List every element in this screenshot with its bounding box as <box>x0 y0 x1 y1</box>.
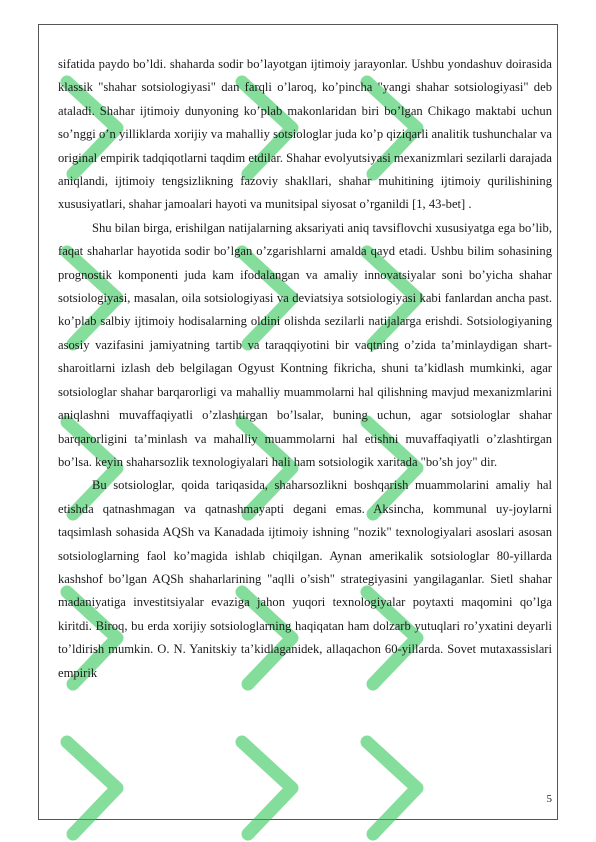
document-body <box>58 53 552 685</box>
paragraph-1: sifatida paydo bo’ldi. shaharda sodir bo’layotgan ijtimoiy jarayonlar. Ushbu yondashuv doirasida klassik "shahar sotsiologiyasi" dan farqli o’laroq, ko’pincha "yangi shahar sotsiologiyasi" deb ataladi. Shahar ijtimoiy dunyoning ko’plab makonlaridan biri bo’lgan Chikago maktabi uchun so’nggi o’n yilliklarda xorijiy va mahalliy sotsiologlar juda ko’p qiziqarli analitik tushunchalar va original empirik tadqiqotlarni taqdim etdilar. Shahar evolyutsiyasi mexanizmlari sezilarli darajada aniqlandi, ijtimoiy tengsizlikning fazoviy shakllari, shahar muhitining ijtimoiy qurilishining xususiyatlari, shahar jamoalari hayoti va munitsipal siyosat o’rganildi [1, 43-bet] . <box>58 57 552 212</box>
paragraph-2: Shu bilan birga, erishilgan natijalarning aksariyati aniq tavsiflovchi xususiyatga ega bo’lib, faqat shaharlar hayotida sodir bo’lgan o’zgarishlarni amalda qayd etadi. Ushbu bilim sohasining prognostik komponenti juda kam ifodalangan va amaliy innovatsiyalar soni bo’yicha shahar sotsiologiyasi, masalan, oila sotsiologiyasi va deviatsiya sotsiologiyasi kabi fanlardan ancha past. ko’plab salbiy ijtimoiy hodisalarning oldini olishda sezilarli natijalarga erishdi. Sotsiologiyaning asosiy vazifasini jamiyatning tartib va taraqqiyotini bir vaqtning o’zida ta’minlaydigan shart-sharoitlarni izlash deb belgilagan Ogyust Kontning fikricha, shuni ta’kidlash mumkinki, agar sotsiologlar shahar barqarorligi va mahalliy muammolarni hal qilishning mavjud mexanizmlarini aniqlashni muvaffaqiyatli o’zlashtirgan bo’lsalar, buning uchun, agar sotsiologlar shahar barqarorligini ta’minlash va mahalliy muammolarni hal etishni muvaffaqiyatli o’zlashtirgan bo’lsa. keyin shaharsozlik texnologiyalari hali ham sotsiologik xaritada "bo’sh joy" dir. <box>58 220 552 469</box>
page-number: 5 <box>546 793 552 805</box>
paragraph-3: Bu sotsiologlar, qoida tariqasida, shaharsozlikni boshqarish muammolarini amaliy hal etishda qatnashmagan va qatnashmayapti degani emas. Aksincha, kommunal uy-joylarni taqsimlash sohasida AQSh va Kanadada ijtimoiy ishning "nozik" texnologiyalari asoslari asosan sotsiologlarning faol ko’magida ishlab chiqilgan. Aynan amerikalik sotsiologlar 80-yillarda kashshof bo’lgan AQSh shaharlarining "aqlli o’sish" strategiyasini yangilaganlar. Sietl shahar madaniyatiga investitsiyalar evaziga jahon yuqori texnologiyalar poytaxti maqomini qo’lga kiritdi. Biroq, bu erda xorijiy sotsiologlarning haqiqatan ham dolzarb yutuqlari ro’yxatini deyarli to’ldirish mumkin. O. N. Yanitskiy ta’kidlaganidek, allaqachon 60-yillarda. Sovet mutaxassislari empirik <box>58 478 552 680</box>
